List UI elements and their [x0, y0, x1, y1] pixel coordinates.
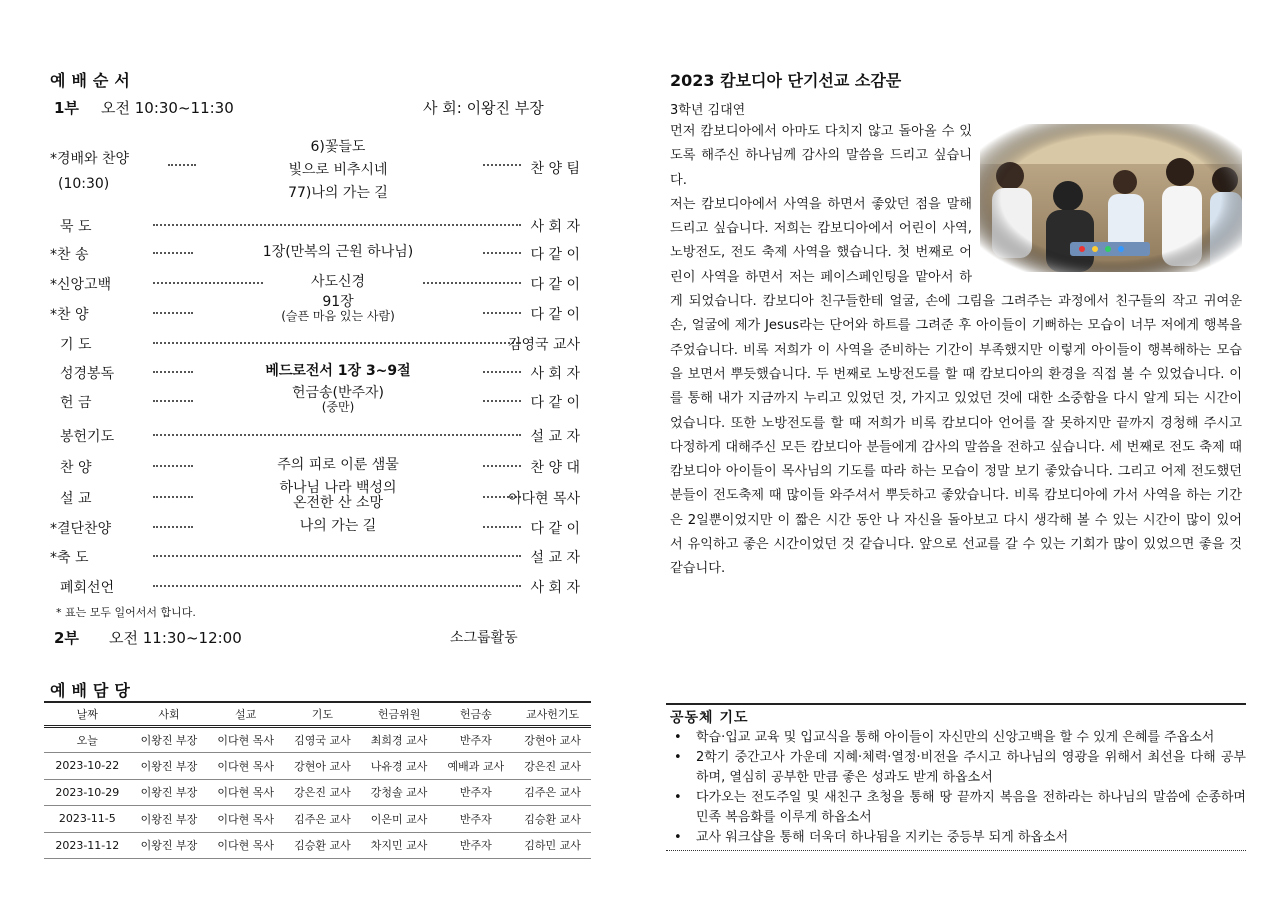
dotted-leader [483, 252, 521, 254]
order-item-leader: 다 같 이 [530, 307, 580, 323]
duty-header-row [44, 702, 591, 726]
dotted-leader [153, 585, 521, 587]
content-subline: (슬픈 마음 있는 사람) [281, 309, 395, 324]
order-row [50, 543, 580, 569]
dotted-leader [483, 371, 521, 373]
order-item-leader: 사 회 자 [530, 580, 580, 596]
dotted-leader [153, 465, 193, 467]
dotted-leader [153, 312, 193, 314]
dotted-leader [153, 496, 193, 498]
order-item-name-time: (10:30) [58, 176, 110, 192]
table-row [44, 779, 591, 806]
bullet-icon: • [674, 790, 682, 805]
order-item-name: *찬 양 [50, 307, 89, 323]
essay-body [670, 120, 1242, 582]
order-item-content: 나의 가는 길 [299, 518, 377, 534]
duty-cell: 이왕진 부장 [131, 832, 208, 859]
duty-cell: 이은미 교사 [361, 806, 438, 833]
table-row [44, 806, 591, 833]
standing-note: * 표는 모두 일어서서 합니다. [56, 606, 196, 619]
content-line: 헌금송(반주자) [291, 385, 385, 401]
duty-cell: 최희경 교사 [361, 726, 438, 753]
service2-label: 2부 [54, 629, 79, 647]
dotted-leader [483, 312, 521, 314]
order-item-name: *찬 송 [50, 247, 89, 263]
order-item-leader: 찬 양 대 [530, 460, 580, 476]
prayer-text: 학습·입교 교육 및 입교식을 통해 아이들이 자신만의 신앙고백을 할 수 있게 은혜를 주옵소서 [696, 730, 1215, 745]
order-item-name: *경배와 찬양 [50, 151, 130, 167]
dotted-leader [483, 465, 521, 467]
dotted-leader [483, 164, 521, 166]
duty-cell: 2023-11-12 [44, 832, 131, 859]
dotted-leader [168, 164, 196, 166]
duty-cell: 반주자 [437, 726, 514, 753]
order-row [50, 453, 580, 479]
bullet-icon: • [674, 730, 682, 745]
order-row [50, 359, 580, 385]
dotted-leader [153, 342, 521, 344]
order-row [50, 514, 580, 540]
order-row [50, 212, 580, 238]
duty-cell: 김주은 교사 [514, 779, 591, 806]
order-item-name: 기 도 [60, 337, 92, 353]
essay-paragraph: 저는 캄보디아에서 사역을 하면서 좋았던 점을 말해드리고 싶습니다. 저희는 캄보디아에서 어린이 사역, 노방전도, 전도 축제 사역을 했습니다. 첫 번째로 어린이 사역을 하면서 저는 페이스페인팅을 맡아서 하게 되었습니다. 캄보디아 친구들한테 얼굴, 손에 그림을 그려주는 과정에서 친구들의 작고 귀여운 손, 얼굴에 제가 Jesus라는 단어와 하트를 그려준 후 아이들이 기뻐하는 모습이 너무 저에게 행복을 주었습니다. 비록 저희가 이 사역을 준비하는 기간이 부족했지만 이렇게 아이들이 행복해하는 모습을 보면서 뿌듯했습니다. 두 번째로 노방전도를 할 때 캄보디아의 환경을 직접 볼 수 있었습니다. 이를 통해 내가 지금까지 누리고 있었던 것, 가지고 있었던 것에 대한 소중함을 다시 알게 되는 시간이었습니다. 또한 노방전도를 할 때 저희가 비록 캄보디아 언어를 잘 못하지만 끝까지 경청해 주시고 다정하게 대해주신 모든 캄보디아 분들에게 감사의 말씀을 전하고 싶습니다. 세 번째로 전도 축제 때 캄보디아 아이들이 목사님의 기도를 따라 하는 모습이 정말 보기 좋았습니다. 그리고 어제 전도했던 분들이 전도축제 때 많이들 와주셔서 뿌듯하고 좋았습니다. 비록 캄보디아에 가서 사역을 하는 기간은 2일뿐이었지만 이 짧은 시간 동안 나 자신을 돌아보고 다시 생각해 볼 수 있는 시간이 많이 있어서 유익하고 좋은 시간이었던 것 같습니다. 앞으로 선교를 갈 수 있는 기회가 많이 있었으면 좋을 것 같습니다. [670, 196, 1242, 577]
content-line: 77)나의 가는 길 [288, 185, 388, 201]
order-row [50, 140, 580, 200]
table-row [44, 832, 591, 859]
order-item-leader: 이다현 목사 [507, 491, 580, 507]
duty-cell: 반주자 [437, 832, 514, 859]
order-item-content [197, 481, 479, 511]
duty-cell: 이다현 목사 [207, 753, 284, 780]
order-item-name: 설 교 [60, 491, 92, 507]
duty-cell: 예배과 교사 [437, 753, 514, 780]
dotted-leader [153, 434, 521, 436]
order-item-content [197, 294, 479, 324]
order-row [50, 294, 580, 328]
content-subline: (중만) [321, 400, 355, 415]
duty-cell: 김영국 교사 [284, 726, 361, 753]
order-item-leader: 다 같 이 [530, 395, 580, 411]
order-item-leader: 찬 양 팀 [530, 161, 580, 177]
order-item-name: 성경봉독 [60, 366, 115, 382]
service2-time: 오전 11:30~12:00 [109, 629, 242, 647]
duty-header: 설교 [207, 702, 284, 726]
order-item-name: *신앙고백 [50, 277, 112, 293]
table-row [44, 753, 591, 780]
order-item-leader: 다 같 이 [530, 277, 580, 293]
order-item-content: 사도신경 [310, 274, 366, 290]
prayer-text: 교사 워크샵을 통해 더욱더 하나됨을 지키는 중등부 되게 하옵소서 [696, 830, 1069, 845]
duty-title: 예배담당 [50, 681, 136, 700]
list-item [666, 788, 1246, 828]
order-item-leader: 다 같 이 [530, 521, 580, 537]
order-item-leader: 김영국 교사 [507, 337, 580, 353]
service1-host: 사 회: 이왕진 부장 [423, 99, 544, 117]
duty-header: 헌금송 [437, 702, 514, 726]
duty-cell: 김주은 교사 [284, 806, 361, 833]
order-item-content [197, 136, 479, 205]
order-item-content: 주의 피로 이룬 샘물 [277, 457, 399, 473]
prayer-text: 다가오는 전도주일 및 새친구 초청을 통해 땅 끝까지 복음을 전하라는 하나님의 말씀에 순종하며 민족 복음화를 이루게 하옵소서 [696, 790, 1246, 825]
prayer-text: 2학기 중간고사 가운데 지혜·체력·열정·비전을 주시고 하나님의 영광을 위해서 최선을 다해 공부하며, 열심히 공부한 만큼 좋은 성과도 받게 하옵소서 [696, 750, 1246, 785]
order-item-content [197, 385, 479, 415]
essay-title: 2023 캄보디아 단기선교 소감문 [670, 71, 902, 90]
duty-cell: 이다현 목사 [207, 779, 284, 806]
duty-cell: 이왕진 부장 [131, 753, 208, 780]
dotted-leader [153, 555, 521, 557]
order-item-leader: 설 교 자 [530, 550, 580, 566]
prayer-divider [666, 850, 1246, 851]
order-item-name: 폐회선언 [60, 580, 115, 596]
dotted-leader [423, 282, 521, 284]
table-row [44, 726, 591, 753]
duty-table [44, 701, 591, 859]
duty-cell: 오늘 [44, 726, 131, 753]
prayer-title: 공동체 기도 [670, 710, 749, 726]
order-item-leader: 설 교 자 [530, 429, 580, 445]
duty-header: 교사헌기도 [514, 702, 591, 726]
duty-cell: 이왕진 부장 [131, 726, 208, 753]
order-item-leader: 사 회 자 [530, 219, 580, 235]
duty-cell: 강현아 교사 [514, 726, 591, 753]
duty-header: 사회 [131, 702, 208, 726]
dotted-leader [153, 371, 193, 373]
dotted-leader [153, 252, 193, 254]
order-item-name: *결단찬양 [50, 521, 112, 537]
list-item [666, 748, 1246, 788]
prayer-list [666, 728, 1246, 848]
order-item-content: 베드로전서 1장 3~9절 [265, 363, 411, 379]
worship-order-title: 예배순서 [50, 71, 136, 90]
order-row [50, 573, 580, 599]
order-item-name: *축 도 [50, 550, 89, 566]
duty-cell: 2023-11-5 [44, 806, 131, 833]
order-row [50, 330, 580, 356]
essay-paragraph: 먼저 캄보디아에서 아마도 다치지 않고 돌아올 수 있도록 해주신 하나님께 감사의 말씀을 드리고 싶습니다. [670, 124, 972, 188]
essay-author: 3학년 김대연 [670, 103, 746, 118]
duty-cell: 강청솔 교사 [361, 779, 438, 806]
bullet-icon: • [674, 750, 682, 765]
duty-cell: 2023-10-29 [44, 779, 131, 806]
duty-cell: 이다현 목사 [207, 726, 284, 753]
content-line: 6)꽃들도 [310, 139, 366, 155]
list-item [666, 728, 1246, 748]
duty-cell: 강현아 교사 [284, 753, 361, 780]
bullet-icon: • [674, 830, 682, 845]
content-line: 하나님 나라 백성의 [279, 480, 397, 496]
duty-cell: 나유경 교사 [361, 753, 438, 780]
duty-cell: 반주자 [437, 779, 514, 806]
dotted-leader [153, 400, 193, 402]
duty-cell: 강은진 교사 [284, 779, 361, 806]
content-line: 91장 [322, 294, 354, 310]
duty-cell: 이다현 목사 [207, 806, 284, 833]
duty-cell: 2023-10-22 [44, 753, 131, 780]
service2-activity: 소그룹활동 [450, 630, 518, 646]
duty-cell: 김하민 교사 [514, 832, 591, 859]
order-item-name: 묵 도 [60, 219, 92, 235]
duty-cell: 이왕진 부장 [131, 806, 208, 833]
order-row [50, 422, 580, 448]
duty-header: 기도 [284, 702, 361, 726]
order-item-content: 1장(만복의 근원 하나님) [262, 244, 414, 260]
dotted-leader [153, 224, 521, 226]
duty-cell: 이다현 목사 [207, 832, 284, 859]
content-line: 온전한 산 소망 [292, 495, 384, 511]
duty-header: 날짜 [44, 702, 131, 726]
order-row [50, 386, 580, 416]
content-line: 빛으로 비추시네 [288, 162, 388, 178]
duty-cell: 김승환 교사 [284, 832, 361, 859]
community-prayer [666, 703, 1246, 851]
service1-label: 1부 [54, 99, 79, 117]
order-row [50, 270, 580, 296]
order-item-name: 헌 금 [60, 395, 92, 411]
duty-cell: 반주자 [437, 806, 514, 833]
duty-cell: 이왕진 부장 [131, 779, 208, 806]
duty-header: 헌금위원 [361, 702, 438, 726]
duty-cell: 강은진 교사 [514, 753, 591, 780]
order-item-leader: 사 회 자 [530, 366, 580, 382]
order-item-leader: 다 같 이 [530, 247, 580, 263]
dotted-leader [153, 526, 193, 528]
order-row [50, 240, 580, 266]
order-item-name: 찬 양 [60, 460, 92, 476]
duty-cell: 김승환 교사 [514, 806, 591, 833]
mission-photo [980, 124, 1242, 272]
list-item [666, 828, 1246, 848]
order-item-name: 봉헌기도 [60, 429, 115, 445]
dotted-leader [483, 400, 521, 402]
duty-cell: 차지민 교사 [361, 832, 438, 859]
dotted-leader [483, 526, 521, 528]
order-row [50, 481, 580, 513]
service1-time: 오전 10:30~11:30 [101, 99, 234, 117]
